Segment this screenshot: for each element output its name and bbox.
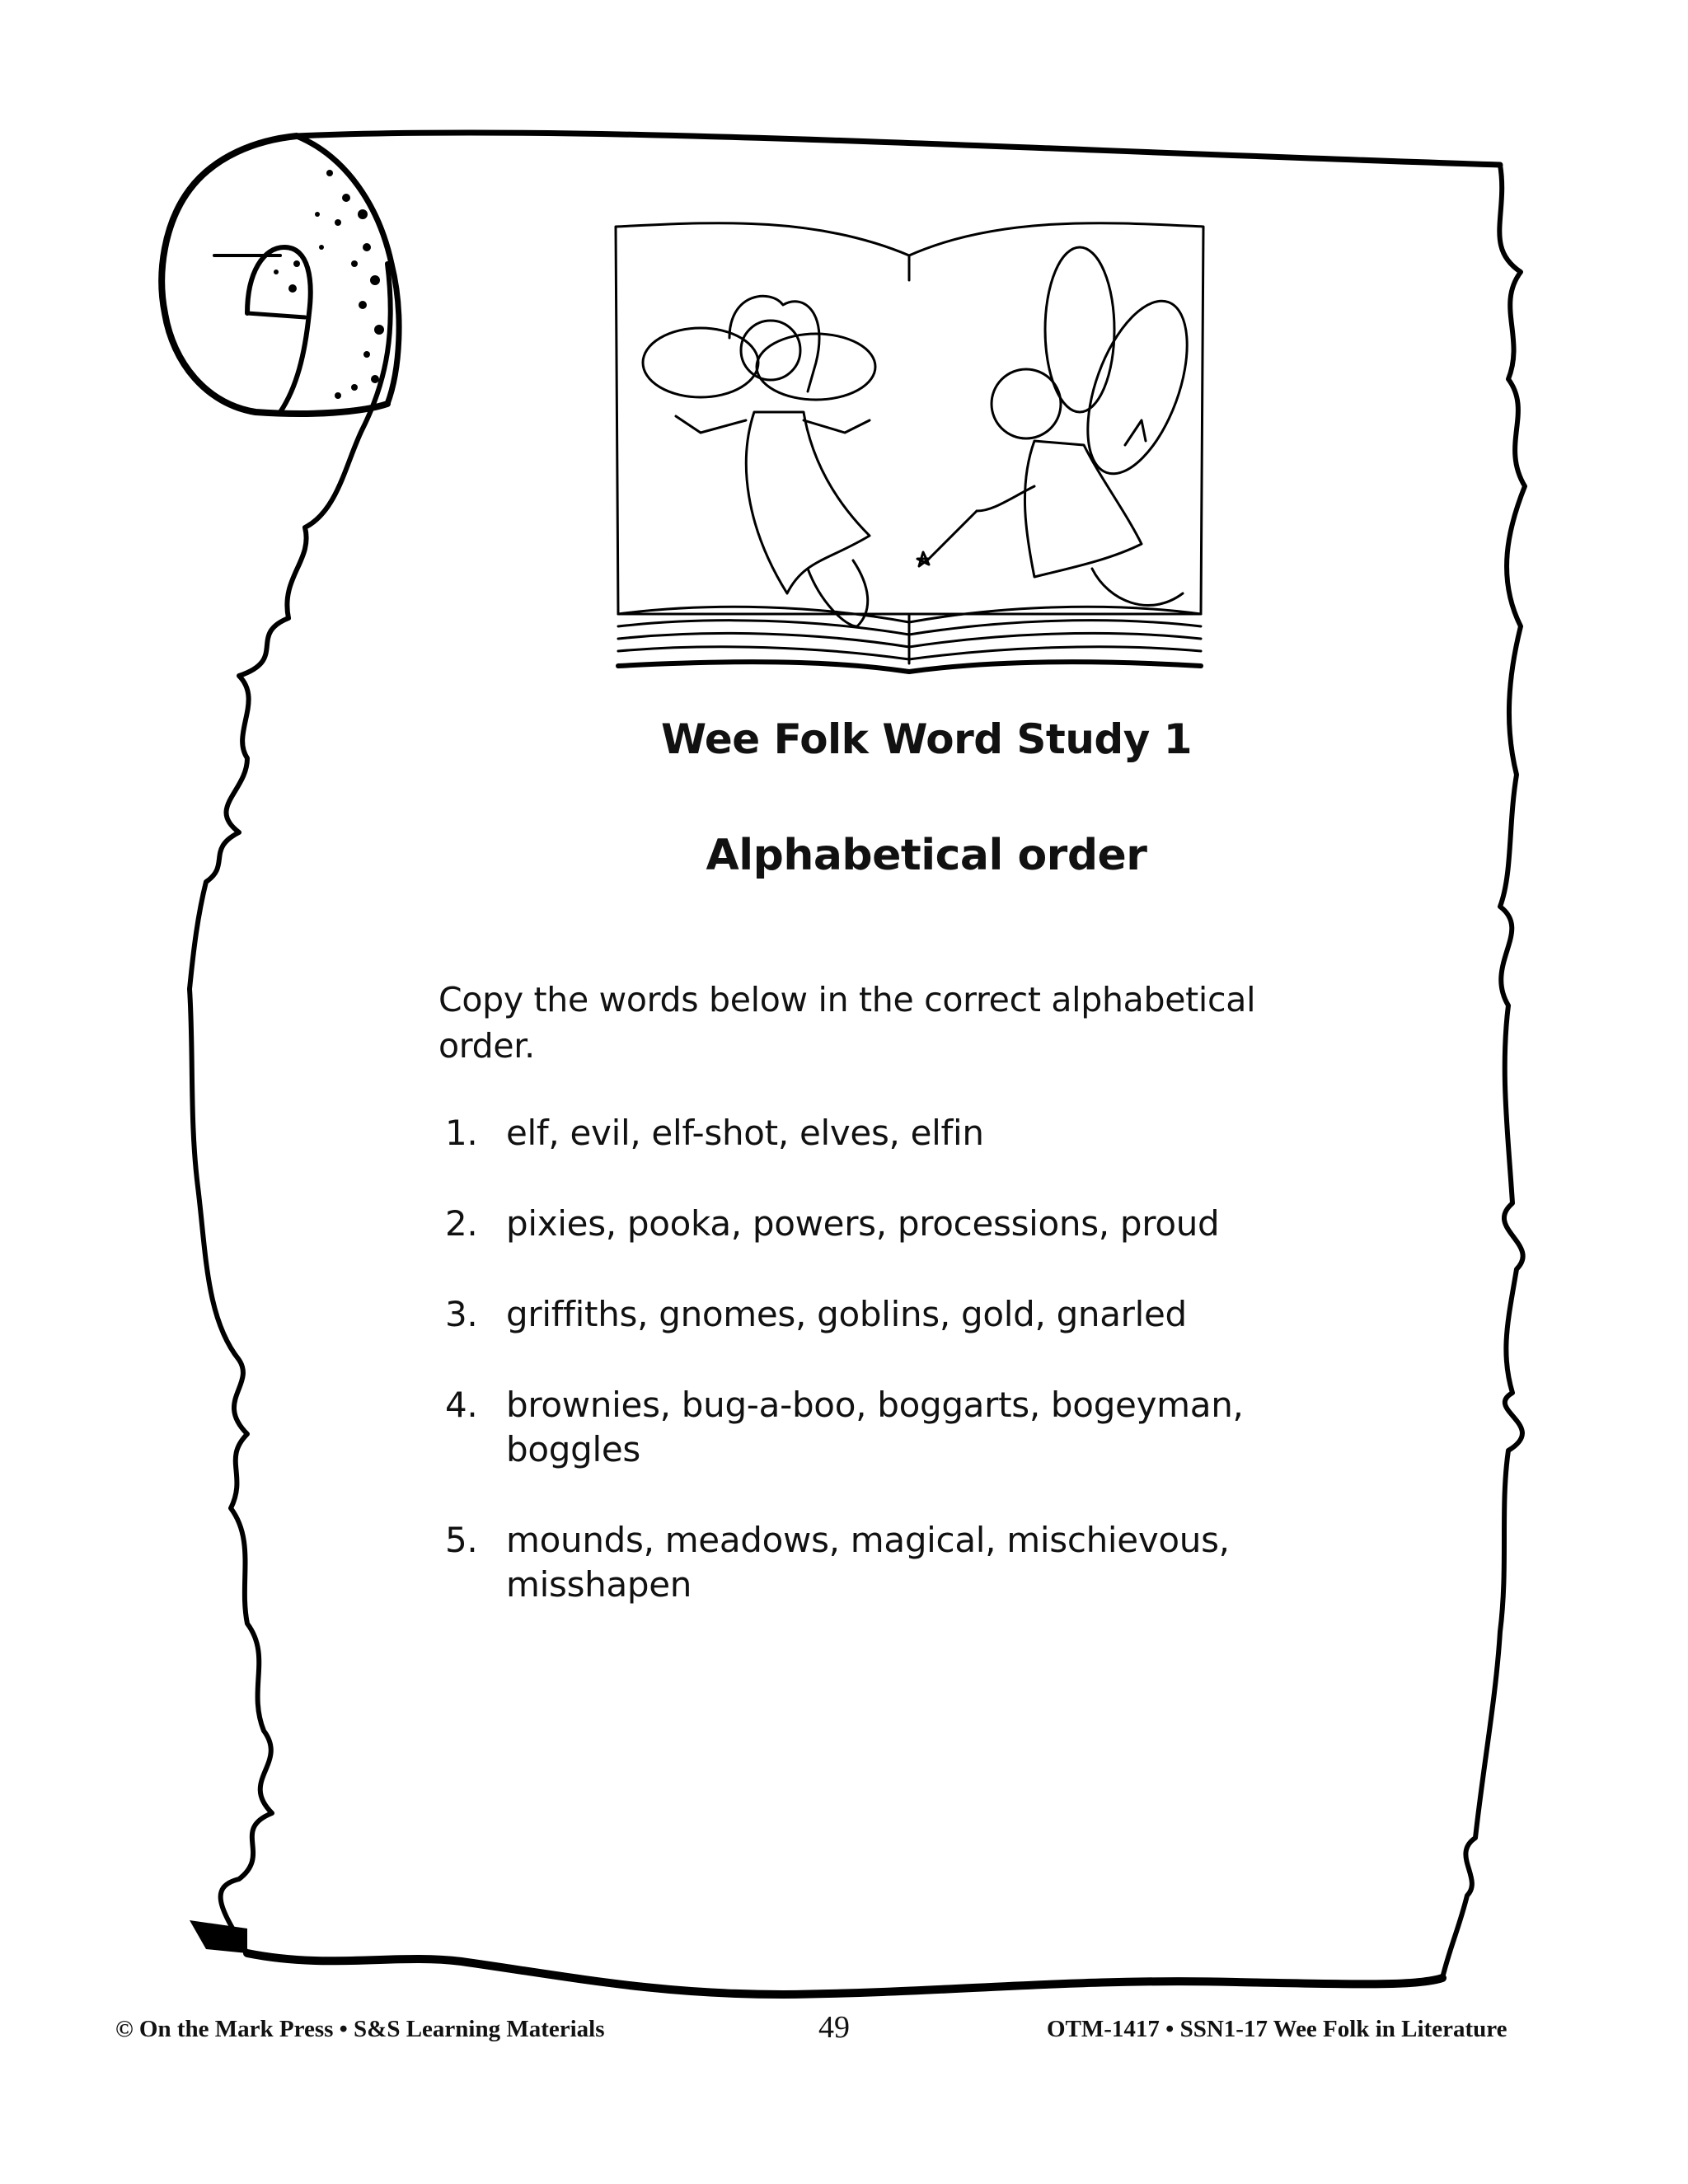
- open-book-fairies-illustration: [606, 214, 1212, 676]
- worksheet-title: Wee Folk Word Study 1: [660, 715, 1193, 763]
- worksheet-subtitle: Alphabetical order: [706, 831, 1147, 880]
- exercise-item: [445, 1292, 1368, 1337]
- footer-page-number: 49: [818, 2010, 850, 2045]
- exercise-words: mounds, meadows, magical, mischievous, misshapen: [506, 1520, 1230, 1605]
- exercise-number: 1.: [445, 1113, 478, 1153]
- exercise-item: [445, 1202, 1368, 1246]
- exercise-number: 5.: [445, 1520, 478, 1560]
- footer-book-code: OTM-1417 • SSN1-17 Wee Folk in Literature: [1047, 2016, 1507, 2042]
- exercise-item: [445, 1518, 1368, 1607]
- exercise-words: griffiths, gnomes, goblins, gold, gnarled: [506, 1294, 1187, 1334]
- instructions-text: Copy the words below in the correct alphabetical order.: [438, 980, 1256, 1066]
- exercise-list: [445, 1111, 1368, 1607]
- exercise-number: 4.: [445, 1385, 478, 1425]
- exercise-number: 3.: [445, 1294, 478, 1334]
- exercise-number: 2.: [445, 1203, 478, 1244]
- footer-copyright: © On the Mark Press • S&S Learning Materials: [115, 2016, 605, 2042]
- exercise-item: [445, 1383, 1368, 1472]
- exercise-words: elf, evil, elf-shot, elves, elfin: [506, 1113, 984, 1153]
- exercise-item: [445, 1111, 1368, 1155]
- exercise-words: brownies, bug-a-boo, boggarts, bogeyman, boggles: [506, 1385, 1244, 1469]
- exercise-words: pixies, pooka, powers, processions, proud: [506, 1203, 1220, 1244]
